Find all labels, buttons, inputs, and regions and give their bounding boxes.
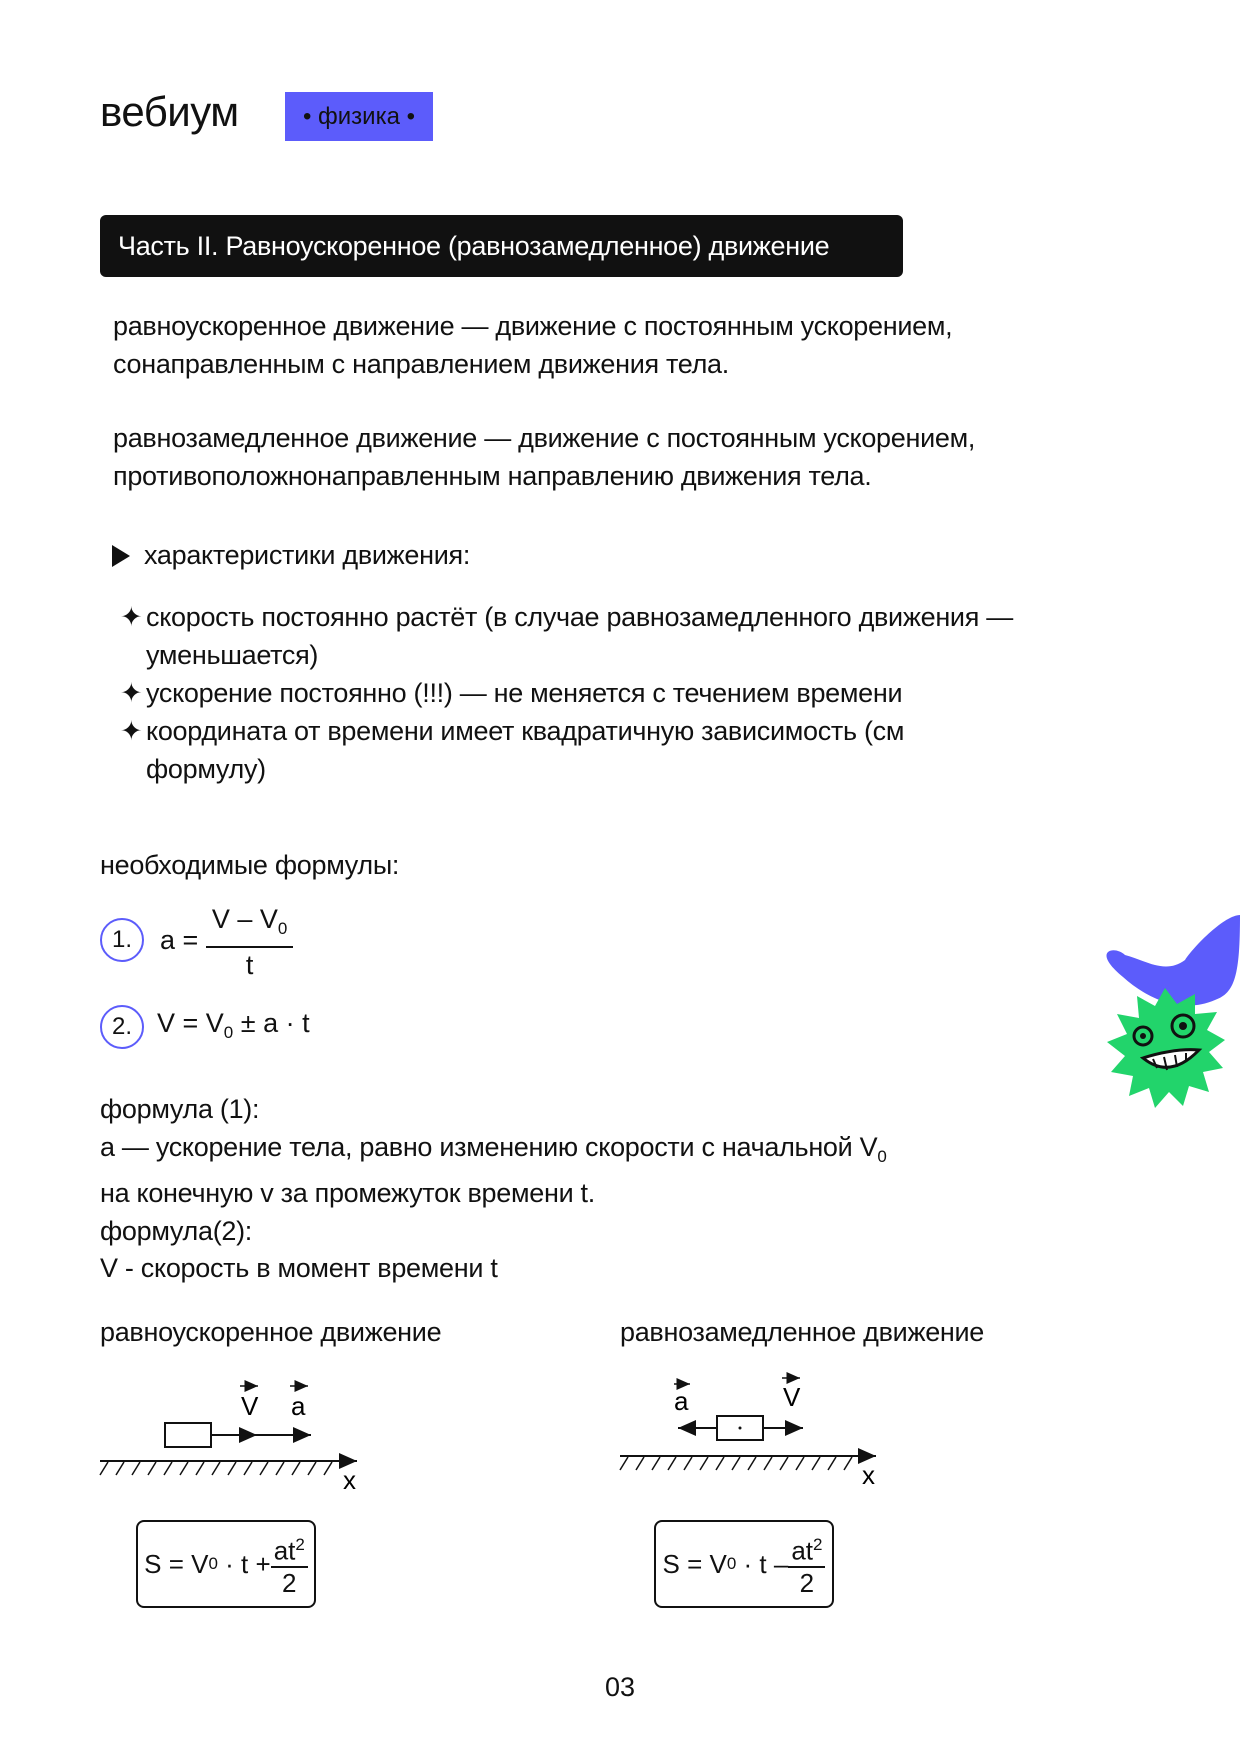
formula-velocity <box>157 1008 310 1043</box>
numerator-text: at <box>273 1535 296 1566</box>
fraction-numerator <box>788 1530 825 1568</box>
subscript: 0 <box>208 1554 218 1573</box>
subject-tag: • физика • <box>285 92 433 141</box>
numerator-text: at <box>791 1535 814 1566</box>
fraction <box>788 1530 825 1598</box>
desc-f1-line1 <box>100 1129 1060 1176</box>
superscript: 2 <box>813 1535 823 1555</box>
definition-accelerated: равноускоренное движение — движение с постоянным ускорением, сонаправленным с направлением движения тела. <box>113 311 953 379</box>
acceleration-label: a <box>291 1391 306 1421</box>
fraction-denominator: 2 <box>282 1567 297 1598</box>
distance-formula-decelerated <box>654 1520 834 1608</box>
ground-hatching <box>100 1462 332 1475</box>
subscript: 0 <box>877 1146 887 1166</box>
formula-mid: · t – <box>743 1548 789 1579</box>
x-axis-label: x <box>343 1465 356 1495</box>
subscript: 0 <box>277 919 288 938</box>
formula-lhs: V = V <box>157 1008 224 1038</box>
formula-rest: ± a · t <box>240 1008 310 1038</box>
desc-f1-line2: на конечную v за промежуток времени t. <box>100 1178 595 1208</box>
formula-acceleration <box>160 902 293 982</box>
formula-number-1: 1. <box>100 918 144 962</box>
formula-lhs: a = <box>160 925 199 956</box>
list-item-text: координата от времени имеет квадратичную зависимость (см формулу) <box>146 716 905 784</box>
desc-f2-line: V - скорость в момент времени t <box>100 1253 498 1283</box>
distance-formula-accelerated <box>136 1520 316 1608</box>
diagram-decelerated <box>614 1372 894 1490</box>
diagram-accelerated <box>95 1380 375 1495</box>
characteristics-list <box>120 598 1020 788</box>
fraction-numerator <box>206 902 294 948</box>
definition-decelerated: равнозамедленное движение — движение с постоянным ускорением, противоположнонаправленным направлению движения тела. <box>113 423 976 491</box>
formula-number-2: 2. <box>100 1005 144 1049</box>
formulas-heading: необходимые формулы: <box>100 850 400 880</box>
list-item-text: скорость постоянно растёт (в случае равнозамедленного движения — уменьшается) <box>146 602 1013 670</box>
diagram-label-decelerated: равнозамедленное движение <box>620 1317 985 1347</box>
formula-lhs: S = V <box>662 1548 727 1579</box>
desc-f2-title: формула(2): <box>100 1215 252 1246</box>
characteristics-heading-text: характеристики движения: <box>144 540 471 570</box>
fraction <box>271 1530 308 1598</box>
list-item <box>120 712 1020 788</box>
x-axis-label: x <box>862 1460 875 1490</box>
subscript: 0 <box>726 1554 737 1573</box>
brand-logo: вебиум <box>100 88 239 135</box>
acceleration-label: a <box>674 1386 689 1416</box>
velocity-label: V <box>241 1391 259 1421</box>
vector-arrow-icon <box>674 1378 800 1384</box>
section-title: Часть II. Равноускоренное (равнозамедленное) движение <box>100 215 903 277</box>
list-item <box>120 598 1020 674</box>
ground-hatching <box>620 1457 852 1470</box>
sparkle-icon: ✦ <box>120 602 143 632</box>
formula-mid: · t + <box>225 1548 271 1579</box>
list-item-text: ускорение постоянно (!!!) — не меняется с течением времени <box>146 678 903 708</box>
velocity-label: V <box>783 1382 801 1412</box>
grinning-green-splat-icon <box>1085 905 1240 1130</box>
desc-f1-title: формула (1): <box>100 1094 260 1124</box>
fraction-numerator <box>271 1530 308 1568</box>
desc-f1-line1-text: a — ускорение тела, равно изменению скорости с начальной V <box>100 1131 878 1162</box>
superscript: 2 <box>295 1535 305 1555</box>
sparkle-icon: ✦ <box>120 678 143 708</box>
fraction-denominator: t <box>245 950 254 980</box>
body-center-dot <box>739 1427 742 1430</box>
list-item <box>120 674 1020 712</box>
fraction-denominator: 2 <box>799 1567 815 1598</box>
formula-lhs: S = V <box>144 1548 209 1579</box>
sparkle-icon: ✦ <box>120 716 143 746</box>
numerator-text: V – V <box>211 904 278 934</box>
triangle-bullet-icon <box>112 545 130 567</box>
diagram-label-accelerated: равноускоренное движение <box>100 1317 442 1347</box>
characteristics-heading <box>112 535 470 575</box>
formula-descriptions <box>100 1091 1060 1288</box>
body-box <box>165 1423 211 1447</box>
fraction <box>206 902 294 982</box>
subscript: 0 <box>223 1023 234 1042</box>
page-number: 03 <box>604 1672 636 1702</box>
